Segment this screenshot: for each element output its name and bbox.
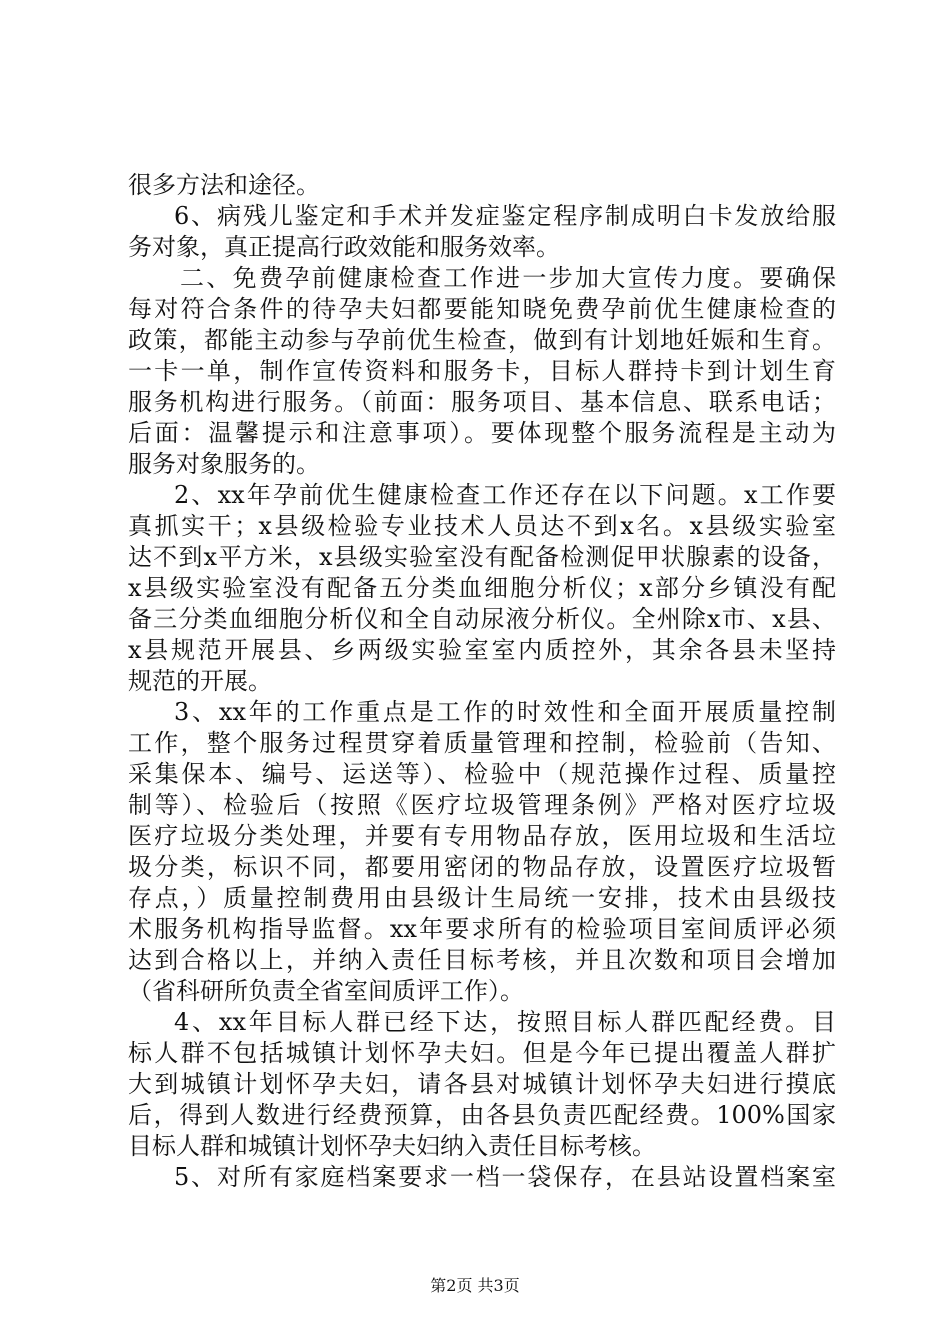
text-line: 3、xx年的工作重点是工作的时效性和全面开展质量控制 — [174, 698, 836, 726]
text-line: 政策，都能主动参与孕前优生检查，做到有计划地妊娠和生育。 — [128, 326, 836, 354]
text-line: 工作，整个服务过程贯穿着质量管理和控制，检验前（告知、 — [128, 729, 836, 757]
text-line: 后面：温馨提示和注意事项）。要体现整个服务流程是主动为 — [128, 419, 836, 447]
text-line: 达不到x平方米，x县级实验室没有配备检测促甲状腺素的设备， — [128, 543, 836, 571]
text-line: 真抓实干；x县级检验专业技术人员达不到x名。x县级实验室 — [128, 512, 836, 540]
text-line: 6、病残儿鉴定和手术并发症鉴定程序制成明白卡发放给服 — [174, 202, 836, 230]
text-line: （省科研所负责全省室间质评工作）。 — [128, 977, 524, 1005]
text-line: 每对符合条件的待孕夫妇都要能知晓免费孕前优生健康检查的 — [128, 295, 836, 323]
text-line: 很多方法和途径。 — [128, 171, 320, 199]
text-line: 规范的开展。 — [128, 667, 272, 695]
text-line: 目标人群和城镇计划怀孕夫妇纳入责任目标考核。 — [128, 1132, 656, 1160]
text-line: 圾分类，标识不同，都要用密闭的物品存放，设置医疗垃圾暂 — [128, 853, 836, 881]
text-line: 4、xx年目标人群已经下达，按照目标人群匹配经费。目 — [174, 1008, 836, 1036]
text-line: 备三分类血细胞分析仪和全自动尿液分析仪。全州除x市、x县、 — [128, 605, 836, 633]
text-line: 存点，）质量控制费用由县级计生局统一安排，技术由县级技 — [128, 884, 836, 912]
text-line: 二、免费孕前健康检查工作进一步加大宣传力度。要确保 — [180, 264, 836, 292]
text-line: 5、对所有家庭档案要求一档一袋保存，在县站设置档案室 — [174, 1163, 836, 1191]
text-line: 标人群不包括城镇计划怀孕夫妇。但是今年已提出覆盖人群扩 — [128, 1039, 836, 1067]
text-line: 达到合格以上，并纳入责任目标考核，并且次数和项目会增加 — [128, 946, 836, 974]
text-line: 后，得到人数进行经费预算，由各县负责匹配经费。100%国家 — [128, 1101, 836, 1129]
page-footer: 第2页 共3页 — [430, 1276, 520, 1295]
text-line: 2、xx年孕前优生健康检查工作还存在以下问题。x工作要 — [174, 481, 836, 509]
text-line: 医疗垃圾分类处理，并要有专用物品存放，医用垃圾和生活垃 — [128, 822, 836, 850]
text-line: 术服务机构指导监督。xx年要求所有的检验项目室间质评必须 — [128, 915, 836, 943]
text-line: 采集保本、编号、运送等）、检验中（规范操作过程、质量控 — [128, 760, 836, 788]
document-body — [128, 170, 836, 1193]
text-line: 一卡一单，制作宣传资料和服务卡，目标人群持卡到计划生育 — [128, 357, 836, 385]
text-line: 制等）、检验后（按照《医疗垃圾管理条例》严格对医疗垃圾 — [128, 791, 836, 819]
text-line: x县规范开展县、乡两级实验室室内质控外，其余各县未坚持 — [128, 636, 836, 664]
text-line: 务对象，真正提高行政效能和服务效率。 — [128, 233, 560, 261]
text-line: 服务对象服务的。 — [128, 450, 320, 478]
text-line: x县级实验室没有配备五分类血细胞分析仪；x部分乡镇没有配 — [128, 574, 836, 602]
text-line: 大到城镇计划怀孕夫妇，请各县对城镇计划怀孕夫妇进行摸底 — [128, 1070, 836, 1098]
text-line: 服务机构进行服务。（前面：服务项目、基本信息、联系电话； — [128, 388, 836, 416]
